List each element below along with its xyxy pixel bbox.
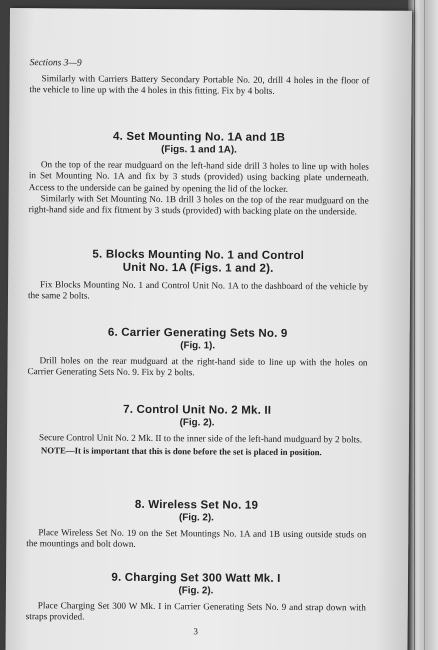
section-paragraph: Secure Control Unit No. 2 Mk. II to the inner side of the left-hand mudguard by 2 bolts. — [38, 432, 363, 445]
section-figs: (Fig. 2). — [178, 585, 214, 597]
section-paragraph: Similarly with Set Mounting No. 1B drill 3 holes on the top of the rear mudguard on the right-hand side and fix fitment by 3 studs (provided) with backing plate on the underside. — [28, 193, 369, 217]
section-paragraph: Place Wireless Set No. 19 on the Set Mountings No. 1A and 1B using outside studs on the mountings and bolt down. — [26, 527, 367, 550]
section-title: 9. Charging Set 300 Watt Mk. I — [111, 571, 281, 585]
document-page — [6, 8, 412, 650]
page-content — [25, 58, 370, 637]
intro-paragraph: Similarly with Carriers Battery Secondary Portable No. 20, drill 4 holes in the floor of the vehicle to line up with the 4 holes in this fitting. Fix by 4 bolts. — [29, 73, 370, 97]
page-edge-strip — [408, 0, 438, 650]
section-9 — [26, 571, 366, 625]
section-title: 5. Blocks Mounting No. 1 and Control — [92, 248, 305, 263]
section-figs: (Fig. 1). — [180, 340, 216, 352]
section-intro — [29, 58, 369, 98]
page-header: Sections 3—9 — [29, 58, 82, 69]
section-8 — [26, 498, 366, 552]
section-5 — [28, 248, 368, 304]
section-title: 6. Carrier Generating Sets No. 9 — [107, 326, 288, 340]
section-figs: (Fig. 2). — [179, 417, 215, 429]
section-4 — [29, 130, 370, 218]
section-paragraph: Fix Blocks Mounting No. 1 and Control Unit No. 1A to the dashboard of the vehicle by the same 2 bolts. — [27, 279, 369, 301]
page-edge-line — [414, 0, 415, 650]
section-title: 7. Control Unit No. 2 Mk. II — [123, 403, 272, 417]
section-6 — [27, 326, 367, 380]
section-paragraph: Drill holes on the rear mudguard at the right-hand side to line up with the holes on Carrier Generating Sets No. 9. Fix by 2 bolts. — [27, 355, 368, 378]
section-paragraph: Place Charging Set 300 W Mk. I in Carrier Generating Sets No. 9 and strap down with straps provided. — [25, 600, 366, 622]
section-note: NOTE—It is important that this is done before the set is placed in position. — [40, 445, 322, 458]
section-title-line2: Unit No. 1A (Figs. 1 and 2). — [122, 261, 274, 275]
section-7 — [27, 403, 367, 459]
page-edge-line — [424, 0, 425, 650]
section-figs: (Fig. 2). — [178, 512, 214, 524]
section-paragraph: On the top of the rear mudguard on the left-hand side drill 3 holes to line up with holes in Set Mounting No. 1A and fix by 3 studs (provided) using backing plate underneath. Access to the underside can be gained by opening the lid of the locker. — [28, 159, 369, 194]
section-title: 4. Set Mounting No. 1A and 1B — [112, 130, 286, 144]
section-figs: (Figs. 1 and 1A). — [161, 144, 237, 156]
section-title: 8. Wireless Set No. 19 — [134, 498, 259, 512]
page-number: 3 — [193, 626, 198, 637]
